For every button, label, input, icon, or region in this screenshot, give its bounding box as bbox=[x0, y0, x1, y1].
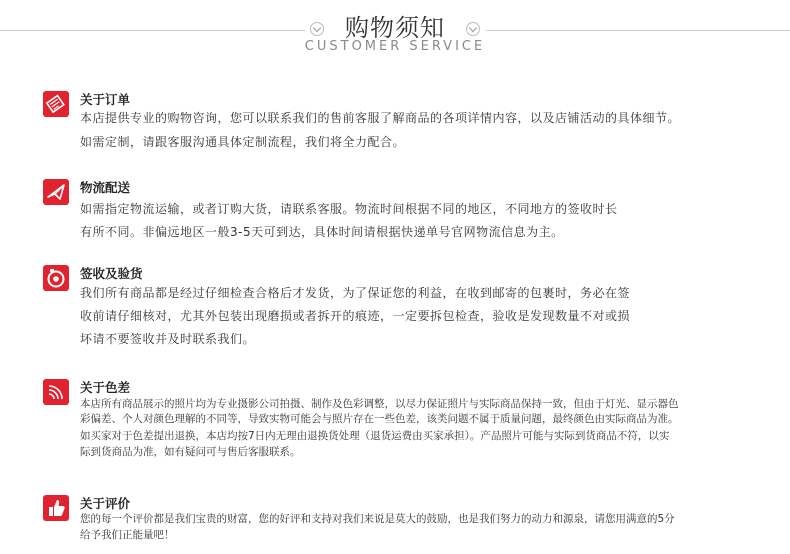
section-title: 签收及验货 bbox=[80, 266, 143, 281]
section-line: 有所不同。非偏远地区一般3-5天可到达，具体时间请根据快递单号官网物流信息为主。 bbox=[80, 225, 564, 239]
page-subtitle: CUSTOMER SERVICE bbox=[304, 39, 486, 54]
receive-icon bbox=[42, 264, 70, 292]
section-line: 坏请不要签收并及时联系我们。 bbox=[80, 332, 256, 346]
section-line: 本店所有商品展示的照片均为专业摄影公司拍摄、制作及色彩调整，以尽力保证照片与实际商品保持一致，但由于灯光、显示器色 bbox=[80, 398, 679, 410]
section-order bbox=[42, 90, 782, 150]
header-divider-right bbox=[486, 30, 790, 31]
section-line: 本店提供专业的购物咨询，您可以联系我们的售前客服了解商品的各项详情内容，以及店铺活动的具体细节。 bbox=[80, 111, 681, 125]
section-color-difference bbox=[42, 378, 782, 468]
color-difference-icon bbox=[42, 378, 70, 406]
section-receive bbox=[42, 264, 782, 344]
section-line: 收前请仔细核对，尤其外包装出现磨损或者拆开的痕迹，一定要拆包检查，验收是发现数量不对或损 bbox=[80, 309, 631, 323]
shipping-icon bbox=[42, 178, 70, 206]
section-shipping bbox=[42, 178, 782, 238]
section-title: 关于评价 bbox=[80, 496, 131, 511]
section-title: 关于色差 bbox=[80, 380, 131, 395]
section-title: 关于订单 bbox=[80, 92, 131, 107]
section-review bbox=[42, 494, 782, 544]
section-line: 我们所有商品都是经过仔细检查合格后才发货，为了保证您的利益，在收到邮寄的包裹时，务必在签 bbox=[80, 286, 631, 300]
chevron-down-icon bbox=[466, 22, 480, 36]
section-line: 彩偏差、个人对颜色理解的不同等，导致实物可能会与照片存在一些色差，该类问题不属于质量问题，最终颜色由实际商品为准。 bbox=[80, 413, 679, 425]
section-line: 如需定制，请跟客服沟通具体定制流程，我们将全力配合。 bbox=[80, 135, 406, 149]
section-line: 您的每一个评价都是我们宝贵的财富，您的好评和支持对我们来说是莫大的鼓励，也是我们努力的动力和源泉，请您用满意的5分 bbox=[80, 513, 675, 525]
section-line: 给予我们正能量吧！ bbox=[80, 529, 175, 541]
section-line: 如需指定物流运输，或者订购大货，请联系客服。物流时间根据不同的地区，不同地方的签收时长 bbox=[80, 202, 618, 216]
section-line: 际到货商品为准，如有疑问可与售后客服联系。 bbox=[80, 446, 301, 458]
order-icon bbox=[42, 90, 70, 118]
page-title: 购物须知 bbox=[345, 14, 445, 42]
section-line: 如买家对于色差提出退换，本店均按7日内无理由退换货处理（退货运费由买家承担）。产品照片可能与实际到货商品不符，以实 bbox=[80, 430, 670, 442]
page-header bbox=[0, 0, 790, 70]
section-title: 物流配送 bbox=[80, 180, 131, 195]
review-icon bbox=[42, 494, 70, 522]
